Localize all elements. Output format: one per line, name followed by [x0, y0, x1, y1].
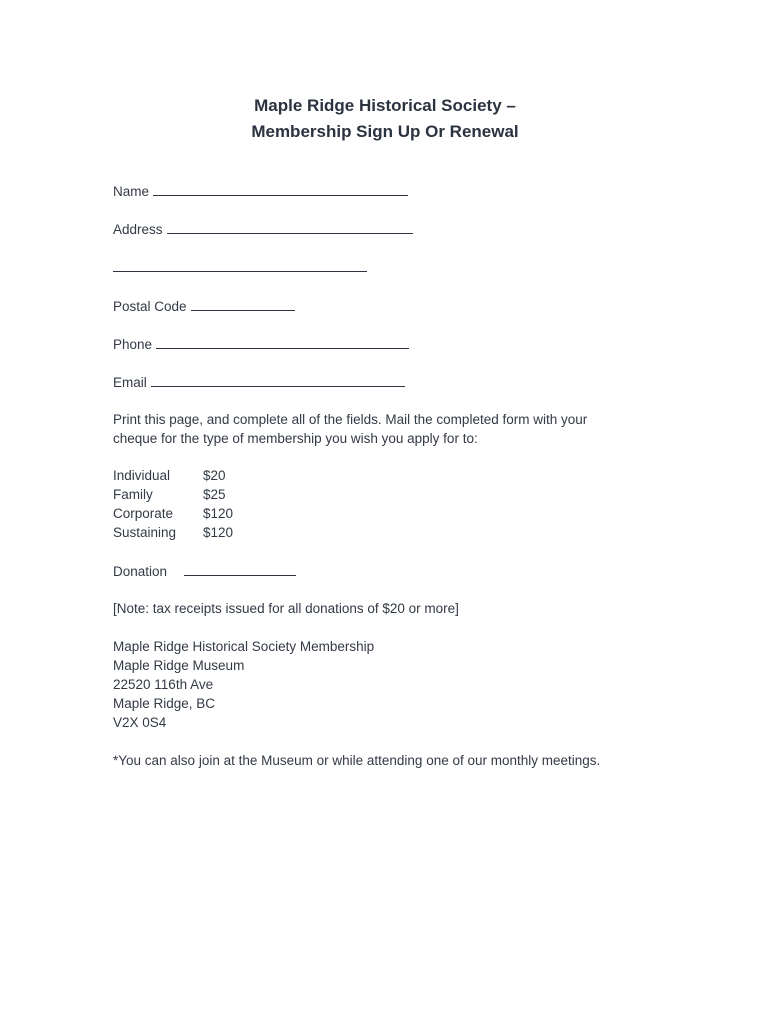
address-field-row	[113, 219, 413, 239]
phone-blank-line[interactable]	[156, 334, 409, 349]
address-line2-blank-line[interactable]	[113, 257, 367, 272]
mailing-address-line4: Maple Ridge, BC	[113, 696, 216, 711]
donation-label: Donation	[113, 564, 168, 579]
fee-amount: $120	[203, 506, 234, 521]
email-field-row	[113, 372, 405, 392]
footer-note: *You can also join at the Museum or while attending one of our monthly meetings.	[113, 753, 601, 768]
postal-code-label: Postal Code	[113, 299, 187, 314]
name-field-row	[113, 181, 408, 201]
postal-code-field-row	[113, 296, 295, 316]
fee-row-family	[113, 485, 226, 504]
fee-row-sustaining	[113, 523, 233, 542]
phone-label: Phone	[113, 337, 153, 352]
fee-type: Family	[113, 487, 153, 502]
fee-type: Corporate	[113, 506, 174, 521]
page-title-line1: Maple Ridge Historical Society –	[254, 96, 516, 115]
fee-amount: $120	[203, 525, 234, 540]
fee-type: Sustaining	[113, 525, 177, 540]
address-line2-row	[113, 257, 367, 277]
phone-field-row	[113, 334, 409, 354]
fee-type: Individual	[113, 468, 171, 483]
mailing-address-line3: 22520 116th Ave	[113, 677, 214, 692]
postal-code-blank-line[interactable]	[191, 296, 295, 311]
email-blank-line[interactable]	[151, 372, 405, 387]
fee-row-individual	[113, 466, 226, 485]
instructions-line2: cheque for the type of membership you wish you apply for to:	[113, 431, 478, 446]
mailing-address-line5: V2X 0S4	[113, 715, 167, 730]
address-label: Address	[113, 222, 163, 237]
address-blank-line[interactable]	[167, 219, 413, 234]
page-title-line2: Membership Sign Up Or Renewal	[251, 122, 519, 141]
mailing-address-line1: Maple Ridge Historical Society Membership	[113, 639, 375, 654]
instructions-line1: Print this page, and complete all of the fields. Mail the completed form with your	[113, 412, 588, 427]
fee-amount: $25	[203, 487, 226, 502]
fee-amount: $20	[203, 468, 226, 483]
tax-receipt-note: [Note: tax receipts issued for all donations of $20 or more]	[113, 601, 459, 616]
name-blank-line[interactable]	[153, 181, 408, 196]
name-label: Name	[113, 184, 150, 199]
donation-blank-line[interactable]	[184, 561, 296, 576]
email-label: Email	[113, 375, 147, 390]
donation-field-row	[113, 561, 296, 581]
fee-row-corporate	[113, 504, 233, 523]
mailing-address-line2: Maple Ridge Museum	[113, 658, 245, 673]
